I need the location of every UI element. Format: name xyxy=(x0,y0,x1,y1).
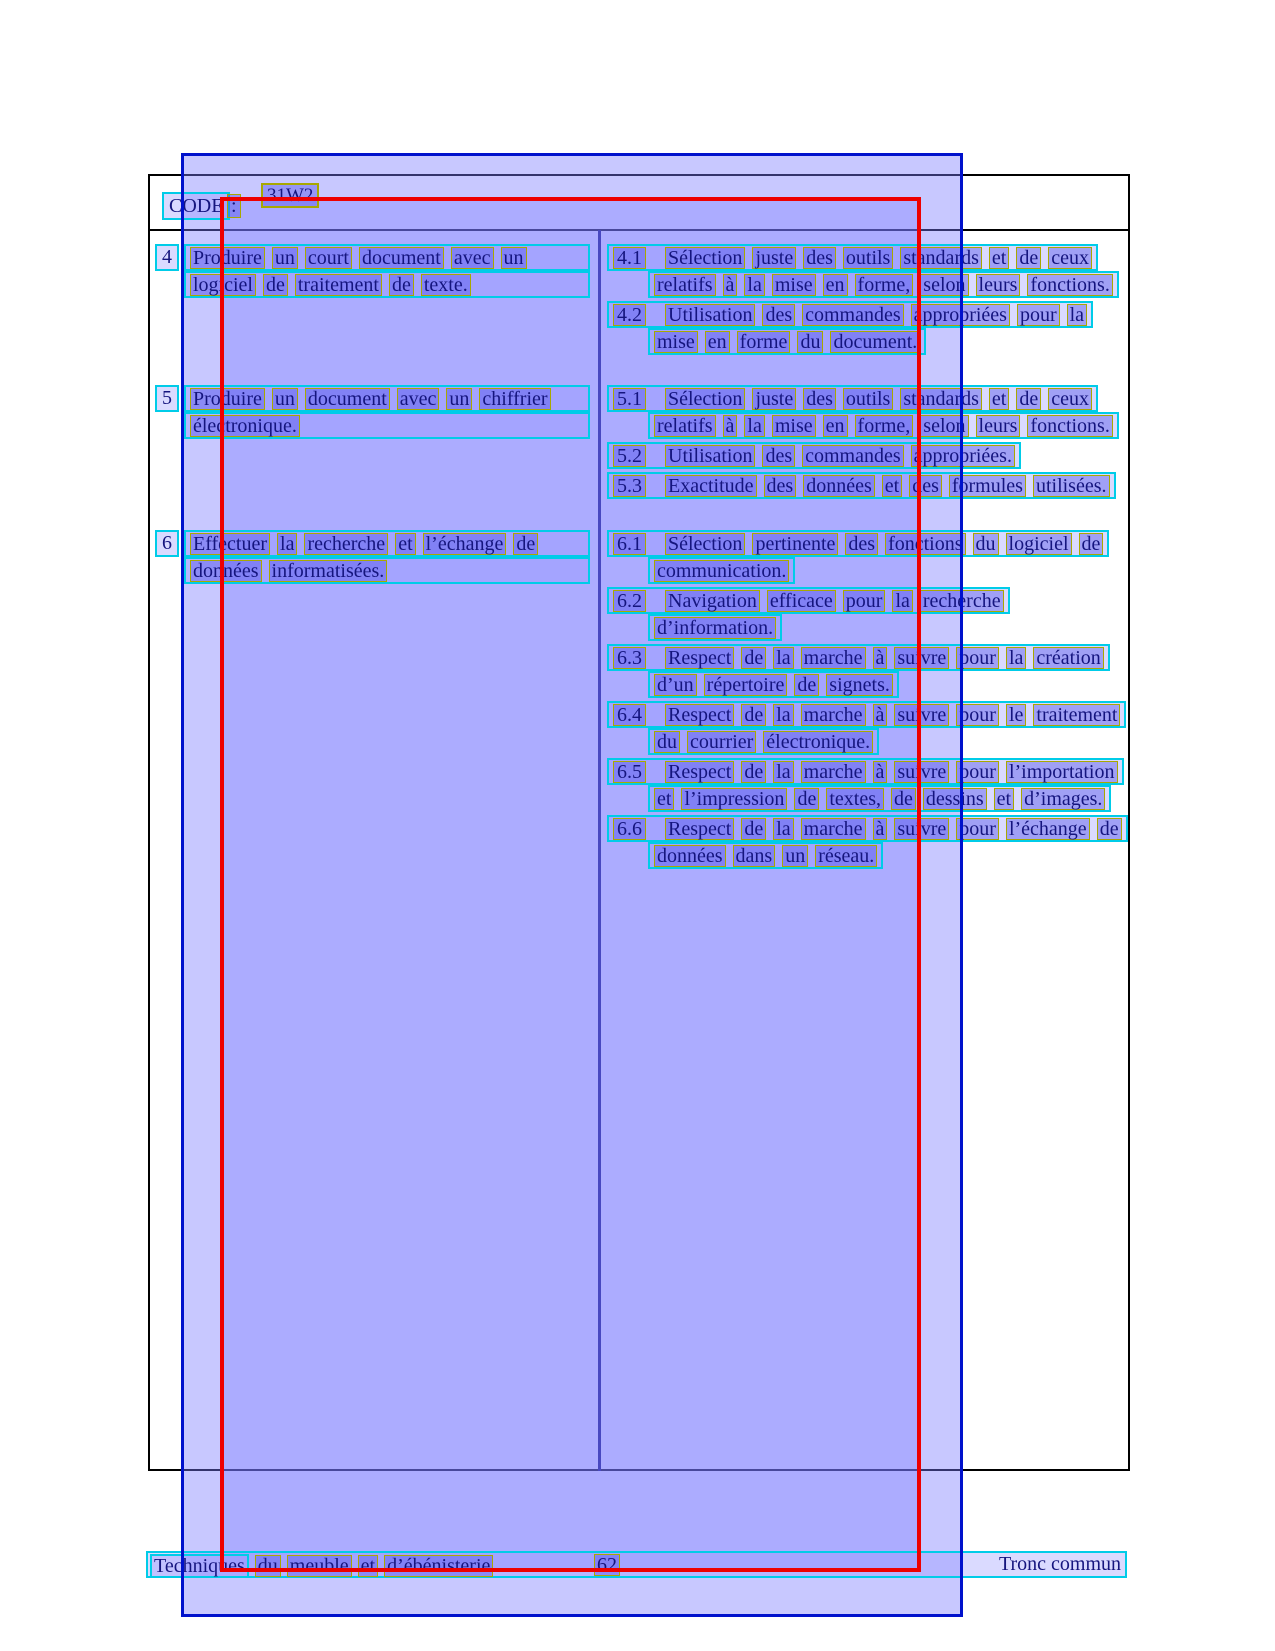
annotated-word: suivre xyxy=(894,761,949,783)
annotated-word: l’échange xyxy=(423,533,507,555)
annotated-word: des xyxy=(762,445,795,467)
annotated-word: juste xyxy=(752,388,796,410)
annotated-word: des xyxy=(845,533,878,555)
annotated-word: pour xyxy=(956,647,999,669)
annotated-word: Techniques xyxy=(150,1554,249,1578)
objective-number: 4 xyxy=(155,244,179,271)
annotated-word: avec xyxy=(451,247,494,269)
annotated-word: la xyxy=(892,590,912,612)
annotated-word: la xyxy=(277,533,297,555)
annotated-word: informatisées. xyxy=(269,560,388,582)
annotated-word: et xyxy=(989,388,1009,410)
annotated-word: de xyxy=(1016,247,1041,269)
code-value: 31W2 xyxy=(267,185,314,206)
annotated-word: la xyxy=(773,818,793,840)
criterion-number: 5.3 xyxy=(613,475,646,497)
page-number-box: 62 xyxy=(594,1554,620,1576)
annotated-word: relatifs xyxy=(654,274,716,296)
annotated-word: de xyxy=(513,533,538,555)
annotated-word: électronique. xyxy=(763,731,873,753)
annotated-word: Exactitude xyxy=(665,475,757,497)
annotated-word: appropriées. xyxy=(911,445,1015,467)
annotated-word: des xyxy=(803,388,836,410)
annotated-word: ceux xyxy=(1048,388,1092,410)
annotated-word: leurs xyxy=(976,415,1021,437)
annotated-word: et xyxy=(395,533,415,555)
annotated-word: communication. xyxy=(654,560,789,582)
annotated-word: fonctions xyxy=(885,533,965,555)
annotated-word: juste xyxy=(752,247,796,269)
annotated-word: standards xyxy=(900,388,982,410)
annotated-word: de xyxy=(263,274,288,296)
annotated-word: forme, xyxy=(855,274,914,296)
annotated-word: logiciel xyxy=(190,274,256,296)
annotated-word: de xyxy=(741,647,766,669)
annotated-word: de xyxy=(1097,818,1122,840)
annotated-word: traitement xyxy=(1033,704,1120,726)
annotated-word: l’importation xyxy=(1006,761,1118,783)
annotated-word: suivre xyxy=(894,704,949,726)
annotated-word: forme xyxy=(737,331,791,353)
annotated-word: ceux xyxy=(1048,247,1092,269)
annotated-word: Respect xyxy=(665,818,734,840)
annotated-word: Produire xyxy=(190,388,265,410)
annotated-word: commandes xyxy=(802,445,904,467)
annotated-word: répertoire xyxy=(704,674,788,696)
annotated-word: à xyxy=(873,647,888,669)
criterion-number: 6.3 xyxy=(613,647,646,669)
criterion-number: 4.1 xyxy=(613,247,646,269)
annotated-word: réseau. xyxy=(815,845,877,867)
annotated-word: Respect xyxy=(665,704,734,726)
annotated-word: pour xyxy=(843,590,886,612)
annotated-word: selon xyxy=(920,415,968,437)
annotated-word: court xyxy=(305,247,352,269)
annotated-word: du xyxy=(973,533,999,555)
annotated-word: appropriées xyxy=(911,304,1010,326)
annotated-word: chiffrier xyxy=(479,388,550,410)
annotated-word: la xyxy=(1067,304,1087,326)
annotated-word: du xyxy=(255,1555,281,1577)
annotated-word: et xyxy=(654,788,674,810)
annotated-word: un xyxy=(272,388,298,410)
annotated-word: des xyxy=(909,475,942,497)
annotated-word: à xyxy=(723,415,738,437)
annotated-word: texte. xyxy=(421,274,471,296)
objective-number: 5 xyxy=(155,385,179,412)
annotated-word: d’ébénisterie xyxy=(384,1555,493,1577)
annotated-word: Effectuer xyxy=(190,533,270,555)
annotated-word: de xyxy=(741,761,766,783)
annotated-word: Sélection xyxy=(665,247,745,269)
annotated-word: pour xyxy=(956,761,999,783)
annotated-word: électronique. xyxy=(190,415,300,437)
annotated-word: un xyxy=(501,247,527,269)
annotated-word: la xyxy=(1006,647,1026,669)
annotated-word: Navigation xyxy=(665,590,760,612)
annotated-word: signets. xyxy=(826,674,893,696)
annotated-word: selon xyxy=(920,274,968,296)
annotated-word: meuble xyxy=(287,1555,352,1577)
annotated-word: Utilisation xyxy=(665,304,755,326)
annotated-word: forme, xyxy=(855,415,914,437)
objective-number: 6 xyxy=(155,530,179,557)
annotated-word: en xyxy=(705,331,730,353)
annotated-word: de xyxy=(1016,388,1041,410)
annotated-word: et xyxy=(882,475,902,497)
annotated-word: de xyxy=(794,788,819,810)
annotated-word: efficace xyxy=(767,590,836,612)
annotated-word: fonctions. xyxy=(1027,274,1112,296)
annotated-word: l’échange xyxy=(1006,818,1090,840)
annotated-word: recherche xyxy=(920,590,1004,612)
annotated-word: en xyxy=(823,415,848,437)
annotated-word: commandes xyxy=(802,304,904,326)
annotated-word: mise xyxy=(654,331,698,353)
annotated-word: marche xyxy=(801,704,866,726)
annotated-word: textes, xyxy=(826,788,884,810)
annotated-word: formules xyxy=(949,475,1026,497)
annotated-word: dans xyxy=(733,845,776,867)
annotated-word: de xyxy=(891,788,916,810)
annotated-word: Sélection xyxy=(665,533,745,555)
annotated-word: d’images. xyxy=(1021,788,1105,810)
annotated-word: dessins xyxy=(923,788,987,810)
criterion-number: 6.5 xyxy=(613,761,646,783)
annotated-word: la xyxy=(773,761,793,783)
annotated-word: un xyxy=(782,845,808,867)
annotated-word: relatifs xyxy=(654,415,716,437)
annotated-word: l’impression xyxy=(681,788,787,810)
annotated-word: pertinente xyxy=(752,533,838,555)
annotated-word: d’information. xyxy=(654,617,776,639)
criterion-number: 6.6 xyxy=(613,818,646,840)
annotated-word: en xyxy=(823,274,848,296)
annotated-word: avec xyxy=(397,388,440,410)
annotated-word: outils xyxy=(843,247,893,269)
annotated-word: suivre xyxy=(894,647,949,669)
annotated-word: données xyxy=(190,560,262,582)
annotated-word: de xyxy=(741,704,766,726)
annotated-word: utilisées. xyxy=(1033,475,1110,497)
criterion-number: 6.1 xyxy=(613,533,646,555)
annotated-word: pour xyxy=(1017,304,1060,326)
annotated-word: document xyxy=(359,247,444,269)
annotated-word: leurs xyxy=(976,274,1021,296)
annotated-word: et xyxy=(358,1555,378,1577)
annotated-word: Respect xyxy=(665,761,734,783)
annotated-word: Utilisation xyxy=(665,445,755,467)
annotated-word: de xyxy=(794,674,819,696)
annotated-word: marche xyxy=(801,761,866,783)
criterion-number: 5.2 xyxy=(613,445,646,467)
annotated-word: du xyxy=(654,731,680,753)
annotated-word: de xyxy=(741,818,766,840)
annotated-word: mise xyxy=(772,415,816,437)
criterion-number: 4.2 xyxy=(613,304,646,326)
red-region-overlay-border xyxy=(220,197,921,1572)
annotated-word: la xyxy=(773,647,793,669)
annotated-word: des xyxy=(762,304,795,326)
annotated-word: fonctions. xyxy=(1027,415,1112,437)
annotated-word: la xyxy=(744,415,764,437)
annotated-word: et xyxy=(994,788,1014,810)
criterion-number: 6.2 xyxy=(613,590,646,612)
annotated-word: à xyxy=(873,704,888,726)
annotated-word: du xyxy=(797,331,823,353)
annotated-word: marche xyxy=(801,647,866,669)
annotated-word: de xyxy=(1079,533,1104,555)
annotated-word: document. xyxy=(830,331,920,353)
annotated-word: Respect xyxy=(665,647,734,669)
annotated-word: Sélection xyxy=(665,388,745,410)
annotated-word: pour xyxy=(956,704,999,726)
annotated-word: un xyxy=(446,388,472,410)
annotated-word: données xyxy=(803,475,875,497)
annotated-word: la xyxy=(744,274,764,296)
annotated-word: outils xyxy=(843,388,893,410)
code-label: CODE xyxy=(169,195,224,217)
annotated-word: traitement xyxy=(295,274,382,296)
annotated-word: suivre xyxy=(894,818,949,840)
code-colon: : xyxy=(231,195,237,217)
annotated-word: de xyxy=(389,274,414,296)
annotated-word: pour xyxy=(956,818,999,840)
criterion-number: 6.4 xyxy=(613,704,646,726)
annotated-word: et xyxy=(989,247,1009,269)
annotated-word: recherche xyxy=(304,533,388,555)
annotated-word: des xyxy=(764,475,797,497)
annotated-word: des xyxy=(803,247,836,269)
annotated-word: données xyxy=(654,845,726,867)
criterion-number: 5.1 xyxy=(613,388,646,410)
annotated-word: marche xyxy=(801,818,866,840)
annotated-word: standards xyxy=(900,247,982,269)
annotated-word: création xyxy=(1033,647,1103,669)
annotated-word: le xyxy=(1006,704,1026,726)
annotated-word: logiciel xyxy=(1006,533,1072,555)
annotated-word: la xyxy=(773,704,793,726)
annotated-word: d’un xyxy=(654,674,697,696)
annotated-word: document xyxy=(305,388,390,410)
annotated-word: courrier xyxy=(687,731,756,753)
annotated-word: un xyxy=(272,247,298,269)
annotated-word: mise xyxy=(772,274,816,296)
annotated-word: à xyxy=(723,274,738,296)
annotated-word: Produire xyxy=(190,247,265,269)
annotated-word: à xyxy=(873,818,888,840)
annotated-word: à xyxy=(873,761,888,783)
footer-right-text: Tronc commun xyxy=(998,1553,1121,1575)
